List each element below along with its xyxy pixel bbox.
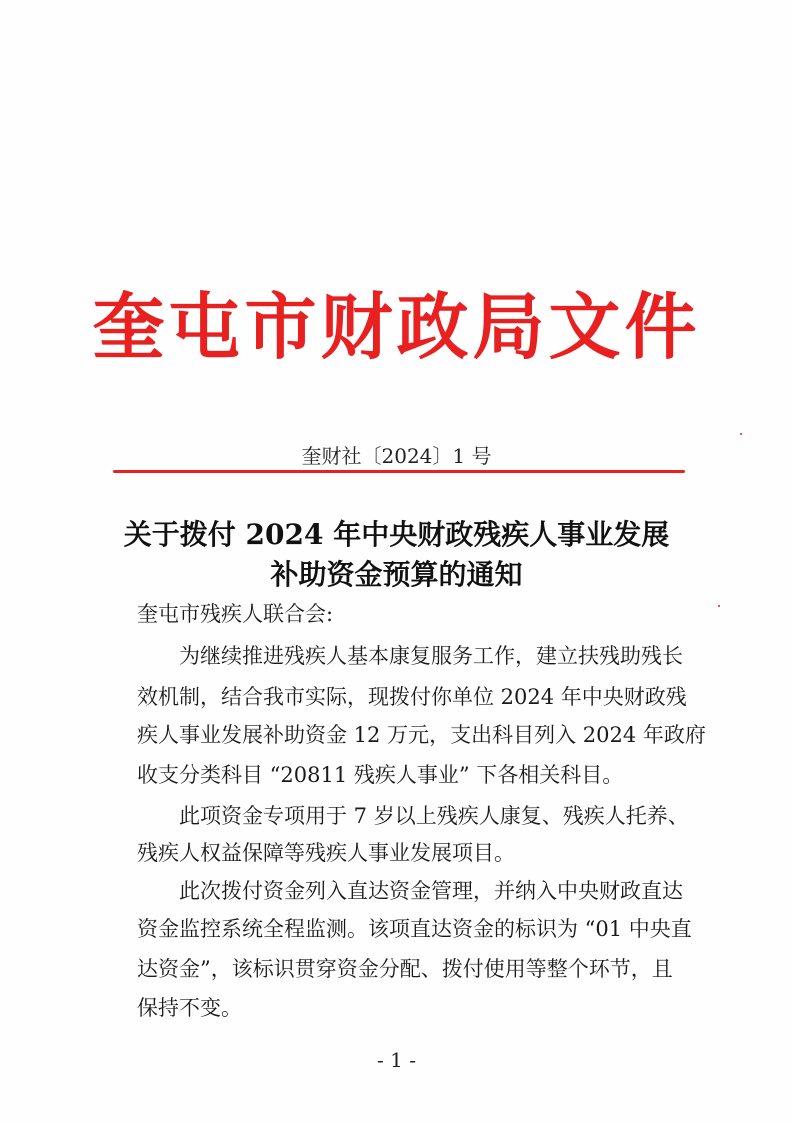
paragraph-2-line-1: 此项资金专项用于 7 岁以上残疾人康复、残疾人托养、 bbox=[179, 804, 689, 828]
masthead-title: 奎屯市财政局文件 bbox=[92, 284, 701, 369]
paragraph-3-line-4: 保持不变。 bbox=[137, 996, 242, 1020]
document-number: 奎财社〔2024〕1 号 bbox=[301, 444, 492, 468]
notice-title-line-2: 补助资金预算的通知 bbox=[270, 558, 523, 591]
red-separator-line bbox=[113, 470, 685, 473]
paragraph-1-line-1: 为继续推进残疾人基本康复服务工作，建立扶残助残长 bbox=[179, 644, 683, 668]
paragraph-3-line-2: 资金监控系统全程监测。该项直达资金的标识为 “01 中央直 bbox=[137, 917, 692, 941]
notice-title-line-1: 关于拨付 2024 年中央财政残疾人事业发展 bbox=[123, 518, 670, 551]
paragraph-3-line-3: 达资金”，该标识贯穿资金分配、拨付使用等整个环节，且 bbox=[137, 957, 673, 981]
page-number: - 1 - bbox=[377, 1048, 416, 1072]
ink-speck bbox=[740, 433, 742, 435]
ink-speck bbox=[718, 605, 720, 607]
paragraph-1-line-3: 疾人事业发展补助资金 12 万元，支出科目列入 2024 年政府 bbox=[137, 723, 706, 747]
paragraph-1-line-2: 效机制，结合我市实际，现拨付你单位 2024 年中央财政残 bbox=[137, 685, 687, 709]
paragraph-1-line-4: 收支分类科目 “20811 残疾人事业” 下各相关科目。 bbox=[137, 763, 624, 787]
paragraph-2-line-2: 残疾人权益保障等残疾人事业发展项目。 bbox=[137, 841, 515, 865]
addressee: 奎屯市残疾人联合会: bbox=[137, 602, 334, 626]
paragraph-3-line-1: 此次拨付资金列入直达资金管理，并纳入中央财政直达 bbox=[179, 879, 683, 903]
